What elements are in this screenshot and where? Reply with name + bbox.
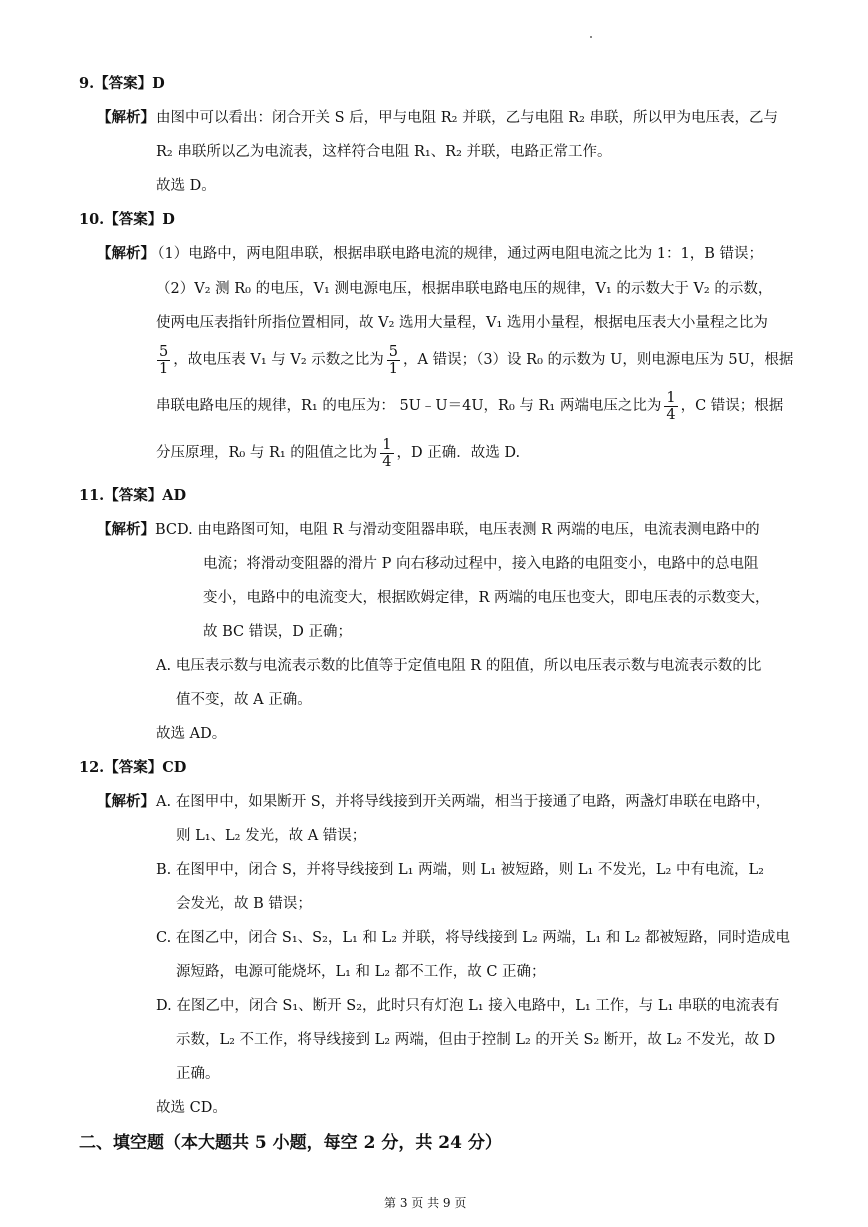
q11-line-7: 故选 AD。 bbox=[156, 726, 227, 742]
q9-analysis-tag: 【解析】 bbox=[97, 109, 155, 126]
q10-line-5 bbox=[156, 389, 783, 423]
q12-line-9: 正确。 bbox=[176, 1066, 220, 1082]
q10-line-3: 使两电压表指针所指位置相同，故 V₂ 选用大量程，V₁ 选用小量程，根据电压表大小量程之比为 bbox=[156, 315, 768, 331]
q9-line-2: R₂ 串联所以乙为电流表，这样符合电阻 R₁、R₂ 并联，电路正常工作。 bbox=[156, 144, 612, 160]
q10-line-4-b: ，A 错误；（3）设 R₀ 的示数为 U，则电源电压为 5U，根据 bbox=[402, 352, 794, 368]
fraction-1-4: $\frac{1}{4}$ bbox=[666, 389, 676, 423]
q10-answer: 10.【答案】D bbox=[79, 211, 175, 228]
page-footer: 第 3 页 共 9 页 bbox=[384, 1196, 467, 1210]
q10-analysis-tag: 【解析】 bbox=[97, 245, 155, 262]
q12-line-2: 则 L₁、L₂ 发光，故 A 错误； bbox=[176, 828, 367, 844]
q12-line-4: 会发光，故 B 错误； bbox=[176, 896, 312, 912]
q11-line-1: BCD. 由电路图可知，电阻 R 与滑动变阻器串联，电压表测 R 两端的电压，电流表测电路中的 bbox=[155, 522, 760, 538]
section-2-heading: 二、填空题（本大题共 5 小题，每空 2 分，共 24 分） bbox=[79, 1133, 502, 1153]
q12-answer: 12.【答案】CD bbox=[79, 759, 187, 776]
fraction-5-1: $\frac{5}{1}$ bbox=[159, 343, 169, 377]
q11-line-3: 变小，电路中的电流变大，根据欧姆定律，R 两端的电压也变大，即电压表的示数变大， bbox=[203, 590, 770, 606]
q12-line-8: 示数，L₂ 不工作，将导线接到 L₂ 两端，但由于控制 L₂ 的开关 S₂ 断开，故 L₂ 不发光，故 D bbox=[176, 1032, 776, 1048]
q12-line-1: A. 在图甲中，如果断开 S，并将导线接到开关两端，相当于接通了电路，两盏灯串联在电路中， bbox=[156, 794, 771, 810]
q11-analysis-tag: 【解析】 bbox=[97, 521, 155, 538]
q11-line-6: 值不变，故 A 正确。 bbox=[176, 692, 312, 708]
q10-line-5-a: 串联电路电压的规律，R₁ 的电压为： 5U﹣U＝4U，R₀ 与 R₁ 两端电压之比为 bbox=[156, 398, 662, 414]
q10-line-1: （1）电路中，两电阻串联，根据串联电路电流的规律，通过两电阻电流之比为 1：1，B 错误； bbox=[150, 246, 764, 262]
q10-line-6 bbox=[156, 436, 520, 470]
q12-line-7: D. 在图乙中，闭合 S₁、断开 S₂，此时只有灯泡 L₁ 接入电路中，L₁ 工作，与 L₁ 串联的电流表有 bbox=[156, 998, 780, 1014]
q9-line-1: 由图中可以看出：闭合开关 S 后，甲与电阻 R₂ 并联，乙与电阻 R₂ 串联，所以甲为电压表，乙与 bbox=[156, 110, 779, 126]
q10-line-4 bbox=[154, 343, 793, 377]
q10-line-6-b: ，D 正确．故选 D. bbox=[396, 445, 521, 461]
q10-line-6-a: 分压原理，R₀ 与 R₁ 的阻值之比为 bbox=[156, 445, 378, 461]
q12-line-5: C. 在图乙中，闭合 S₁、S₂，L₁ 和 L₂ 并联，将导线接到 L₂ 两端，L₁ 和 L₂ 都被短路，同时造成电 bbox=[156, 930, 790, 946]
q11-line-2: 电流；将滑动变阻器的滑片 P 向右移动过程中，接入电路的电阻变小，电路中的总电阻 bbox=[203, 556, 759, 572]
q11-line-5: A. 电压表示数与电流表示数的比值等于定值电阻 R 的阻值，所以电压表示数与电流表示数的比 bbox=[156, 658, 762, 674]
q10-line-2: （2）V₂ 测 R₀ 的电压，V₁ 测电源电压，根据串联电路电压的规律，V₁ 的示数大于 V₂ 的示数， bbox=[156, 281, 773, 297]
q10-line-4-a: ，故电压表 V₁ 与 V₂ 示数之比为 bbox=[173, 352, 384, 368]
q12-line-10: 故选 CD。 bbox=[156, 1100, 227, 1116]
q11-answer: 11.【答案】AD bbox=[79, 487, 187, 504]
fraction-5-1-b: $\frac{5}{1}$ bbox=[388, 343, 398, 377]
q11-line-4: 故 BC 错误，D 正确； bbox=[203, 624, 352, 640]
fraction-1-4-b: $\frac{1}{4}$ bbox=[382, 436, 392, 470]
scan-dot bbox=[590, 36, 592, 38]
q12-line-6: 源短路，电源可能烧坏，L₁ 和 L₂ 都不工作，故 C 正确； bbox=[176, 964, 546, 980]
q10-line-5-b: ，C 错误；根据 bbox=[680, 398, 784, 414]
q12-line-3: B. 在图甲中，闭合 S，并将导线接到 L₁ 两端，则 L₁ 被短路，则 L₁ 不发光，L₂ 中有电流，L₂ bbox=[156, 862, 764, 878]
q12-analysis-tag: 【解析】 bbox=[97, 793, 155, 810]
q9-line-3: 故选 D。 bbox=[156, 178, 216, 194]
q9-answer: 9.【答案】D bbox=[79, 75, 165, 92]
